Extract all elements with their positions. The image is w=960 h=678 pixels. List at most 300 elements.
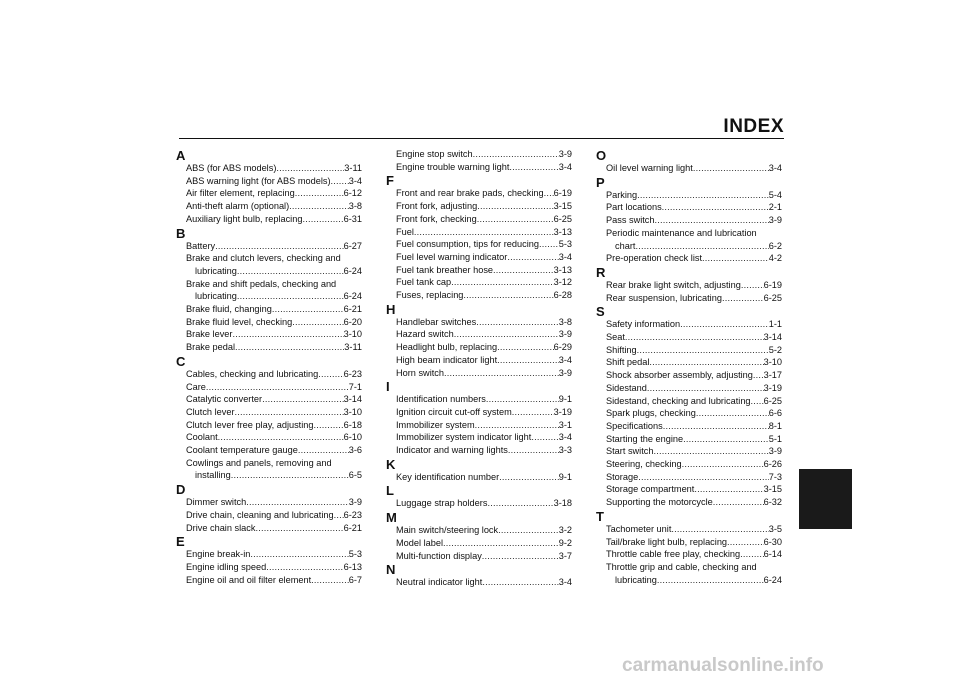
entry-title: Rear brake light switch, adjusting	[606, 279, 741, 290]
index-section	[596, 510, 782, 587]
entry-title: Indicator and warning lights	[396, 445, 508, 456]
entry-title: Throttle cable free play, checking	[606, 549, 741, 560]
entry-title: Parking	[606, 189, 638, 200]
section-letter: S	[596, 304, 605, 320]
index-section	[176, 355, 362, 482]
dot-leader	[218, 431, 344, 444]
index-entry-text: Brake and clutch levers, checking and	[186, 253, 341, 264]
dot-leader	[246, 496, 348, 509]
entry-page-number: 6-30	[763, 536, 782, 547]
index-entry[interactable]	[386, 524, 572, 537]
entry-page-number: 6-25	[763, 395, 782, 406]
entry-title: Clutch lever free play, adjusting	[186, 419, 314, 430]
index-entry[interactable]	[386, 419, 572, 432]
dot-leader	[292, 316, 343, 329]
entry-title: Coolant	[186, 432, 218, 443]
entry-page-number: 3-14	[763, 332, 782, 343]
index-entry[interactable]	[386, 226, 572, 239]
index-section	[596, 176, 782, 265]
index-entry[interactable]	[386, 251, 572, 264]
entry-title: Battery	[186, 240, 216, 251]
dot-leader	[262, 393, 344, 406]
index-entry[interactable]	[596, 433, 782, 446]
index-section	[176, 149, 362, 226]
entry-title: High beam indicator light	[396, 354, 498, 365]
entry-title: ABS (for ABS models)	[186, 163, 277, 173]
dot-leader	[475, 419, 559, 432]
page-title: INDEX	[723, 116, 784, 137]
watermark: carmanualsonline.info	[622, 655, 824, 676]
entry-page-number: 3-4	[558, 432, 572, 443]
entry-title: Ignition circuit cut-off system	[396, 406, 512, 417]
section-letter: M	[386, 510, 397, 526]
index-entry[interactable]	[596, 382, 782, 395]
index-entry[interactable]	[596, 496, 782, 509]
entry-title: Immobilizer system	[396, 419, 475, 430]
dot-leader	[477, 213, 554, 226]
dot-leader	[463, 289, 553, 302]
dot-leader	[637, 189, 769, 202]
index-entry[interactable]	[596, 523, 782, 536]
index-entry[interactable]	[596, 318, 782, 331]
index-entry[interactable]	[176, 341, 362, 354]
entry-page-number: 3-4	[558, 577, 572, 588]
dot-leader	[444, 367, 559, 380]
index-entry[interactable]	[596, 292, 782, 305]
entry-title: Pass switch	[606, 215, 655, 226]
index-entry[interactable]	[386, 276, 572, 289]
index-section	[176, 535, 362, 586]
section-thumb-tab	[799, 469, 852, 529]
entry-title: Engine oil and oil filter element	[186, 574, 312, 585]
index-column-3	[596, 148, 782, 586]
index-entry[interactable]	[176, 303, 362, 316]
dot-leader	[727, 536, 764, 549]
index-entry[interactable]	[386, 537, 572, 550]
dot-leader	[302, 213, 343, 226]
index-entry[interactable]	[386, 576, 572, 589]
dot-leader	[753, 369, 764, 382]
entry-title: Immobilizer system indicator light	[396, 432, 532, 443]
dot-leader	[638, 471, 769, 484]
entry-page-number: 2-1	[768, 202, 782, 213]
index-section	[386, 380, 572, 457]
dot-leader	[671, 523, 768, 536]
dot-leader	[509, 161, 558, 174]
entry-page-number: 3-15	[763, 484, 782, 495]
index-entry[interactable]	[176, 368, 362, 381]
index-section	[596, 149, 782, 175]
dot-leader	[531, 431, 558, 444]
entry-page-number: 3-9	[348, 497, 362, 508]
index-entry[interactable]	[176, 419, 362, 432]
entry-title: Model label	[396, 537, 443, 548]
dot-leader	[318, 368, 343, 381]
index-entry[interactable]	[176, 522, 362, 535]
index-entry[interactable]	[386, 444, 572, 457]
dot-leader	[311, 574, 349, 587]
dot-leader	[298, 444, 349, 457]
index-entry[interactable]	[386, 161, 572, 174]
index-entry[interactable]	[176, 431, 362, 444]
entry-page-number: 3-1	[558, 419, 572, 430]
index-entry[interactable]	[596, 252, 782, 265]
index-entry-text: Cowlings and panels, removing and	[186, 457, 332, 468]
index-entry[interactable]	[596, 574, 782, 587]
entry-title: Catalytic converter	[186, 394, 263, 405]
entry-page-number: 6-18	[343, 419, 362, 430]
entry-page-number: 3-9	[558, 149, 572, 159]
dot-leader	[625, 331, 764, 344]
index-entry[interactable]	[176, 200, 362, 213]
entry-page-number: 6-31	[343, 213, 362, 224]
dot-leader	[482, 576, 558, 589]
entry-page-number: 6-24	[763, 574, 782, 585]
index-entry[interactable]	[596, 369, 782, 382]
dot-leader	[232, 328, 343, 341]
entry-title: chart	[615, 240, 636, 251]
entry-title: Engine trouble warning light	[396, 161, 510, 172]
dot-leader	[266, 561, 343, 574]
entry-title: Shock absorber assembly, adjusting	[606, 370, 753, 381]
entry-title: Start switch	[606, 446, 654, 457]
entry-title: Starting the engine	[606, 433, 684, 444]
entry-title: Rear suspension, lubricating	[606, 292, 722, 303]
entry-page-number: 5-3	[558, 239, 572, 250]
entry-page-number: 3-9	[768, 446, 782, 457]
index-entry[interactable]	[596, 458, 782, 471]
entry-title: Brake fluid level, checking	[186, 316, 293, 327]
entry-page-number: 9-1	[558, 471, 572, 482]
index-entry[interactable]	[386, 341, 572, 354]
entry-page-number: 6-7	[348, 574, 362, 585]
entry-page-number: 3-2	[558, 525, 572, 536]
entry-title: Sidestand, checking and lubricating	[606, 395, 751, 406]
entry-title: Dimmer switch	[186, 497, 247, 508]
dot-leader	[497, 341, 553, 354]
index-entry[interactable]	[176, 444, 362, 457]
entry-title: Drive chain slack	[186, 522, 256, 533]
index-entry[interactable]	[596, 356, 782, 369]
entry-page-number: 6-12	[343, 188, 362, 199]
index-entry[interactable]	[386, 328, 572, 341]
dot-leader	[702, 252, 769, 265]
index-entry[interactable]	[176, 574, 362, 587]
entry-title: Front and rear brake pads, checking	[396, 188, 544, 199]
index-section	[386, 148, 572, 173]
index-section	[596, 305, 782, 509]
entry-title: Brake lever	[186, 329, 233, 340]
entry-page-number: 9-1	[558, 394, 572, 405]
entry-title: Specifications	[606, 420, 663, 431]
dot-leader	[255, 522, 343, 535]
entry-page-number: 6-6	[768, 408, 782, 419]
entry-title: Care	[186, 381, 206, 392]
index-entry[interactable]	[596, 214, 782, 227]
dot-leader	[740, 548, 763, 561]
index-entry[interactable]	[176, 393, 362, 406]
entry-title: Front fork, adjusting	[396, 201, 478, 212]
index-entry[interactable]	[596, 483, 782, 496]
index-section	[176, 227, 362, 354]
entry-title: Oil level warning light	[606, 163, 693, 173]
entry-page-number: 3-10	[343, 329, 362, 340]
entry-page-number: 3-12	[553, 277, 572, 288]
entry-page-number: 6-10	[343, 432, 362, 443]
index-entry[interactable]	[176, 187, 362, 200]
entry-page-number: 3-4	[558, 354, 572, 365]
index-section	[176, 483, 362, 534]
section-letter: P	[596, 174, 605, 190]
dot-leader	[486, 393, 559, 406]
index-entry[interactable]	[596, 407, 782, 420]
entry-page-number: 7-1	[348, 381, 362, 392]
entry-page-number: 6-14	[763, 549, 782, 560]
section-letter: N	[386, 562, 396, 578]
index-entry[interactable]	[596, 162, 782, 175]
index-entry[interactable]	[176, 265, 362, 278]
index-entry[interactable]	[596, 395, 782, 408]
index-entry[interactable]	[596, 331, 782, 344]
entry-page-number: 5-4	[768, 189, 782, 200]
entry-title: Auxiliary light bulb, replacing	[186, 213, 303, 224]
entry-title: Main switch/steering lock	[396, 525, 499, 536]
index-entry[interactable]	[176, 213, 362, 226]
dot-leader	[751, 395, 764, 408]
entry-page-number: 3-3	[558, 445, 572, 456]
index-entry[interactable]	[176, 509, 362, 522]
entry-title: Spark plugs, checking	[606, 408, 696, 419]
entry-page-number: 6-20	[343, 316, 362, 327]
entry-page-number: 6-26	[763, 459, 782, 470]
index-entry[interactable]	[386, 213, 572, 226]
entry-title: Storage compartment	[606, 484, 695, 495]
dot-leader	[476, 316, 559, 329]
entry-title: Engine idling speed	[186, 561, 267, 572]
dot-leader	[683, 433, 769, 446]
dot-leader	[663, 420, 769, 433]
entry-title: Supporting the motorcycle	[606, 497, 713, 508]
entry-title: Sidestand	[606, 382, 647, 393]
entry-title: Horn switch	[396, 367, 444, 378]
entry-title: Fuel level warning indicator	[396, 251, 508, 262]
index-entry[interactable]	[176, 316, 362, 329]
dot-leader	[694, 483, 763, 496]
index-entry[interactable]	[386, 354, 572, 367]
index-entry[interactable]	[176, 381, 362, 394]
section-letter: E	[176, 534, 185, 550]
entry-page-number: 3-9	[558, 367, 572, 378]
entry-page-number: 6-21	[343, 522, 362, 533]
entry-page-number: 8-1	[768, 420, 782, 431]
index-entry[interactable]	[386, 264, 572, 277]
index-entry[interactable]	[386, 431, 572, 444]
section-letter: I	[386, 379, 390, 395]
dot-leader	[334, 509, 344, 522]
entry-page-number: 3-4	[558, 161, 572, 172]
entry-title: Multi-function display	[396, 550, 482, 561]
entry-page-number: 6-24	[343, 265, 362, 276]
entry-page-number: 3-19	[763, 382, 782, 393]
dot-leader	[235, 406, 344, 419]
index-entry[interactable]	[596, 548, 782, 561]
entry-page-number: 3-11	[344, 342, 362, 353]
index-entry[interactable]	[176, 406, 362, 419]
entry-page-number: 6-25	[763, 292, 782, 303]
entry-page-number: 3-8	[348, 201, 362, 212]
entry-title: lubricating	[195, 265, 237, 276]
index-entry[interactable]	[176, 561, 362, 574]
entry-title: Brake pedal	[186, 342, 236, 353]
index-entry-text: Throttle grip and cable, checking and	[606, 561, 757, 572]
entry-page-number: 6-21	[343, 304, 362, 315]
dot-leader	[637, 344, 769, 357]
entry-title: Coolant temperature gauge	[186, 445, 298, 456]
dot-leader	[680, 318, 769, 331]
dot-leader	[493, 264, 554, 277]
dot-leader	[682, 458, 764, 471]
index-entry[interactable]	[596, 471, 782, 484]
dot-leader	[443, 537, 559, 550]
entry-page-number: 6-23	[343, 509, 362, 520]
section-letter: D	[176, 482, 186, 498]
index-entry[interactable]	[596, 420, 782, 433]
index-entry[interactable]	[596, 445, 782, 458]
entry-page-number: 6-32	[763, 497, 782, 508]
entry-page-number: 3-5	[768, 523, 782, 534]
dot-leader	[713, 496, 764, 509]
entry-title: Part locations	[606, 202, 662, 213]
dot-leader	[512, 406, 554, 419]
entry-page-number: 5-1	[768, 433, 782, 444]
index-entry[interactable]	[596, 240, 782, 253]
index-entry[interactable]	[596, 189, 782, 202]
dot-leader	[276, 162, 344, 175]
index-entry[interactable]	[176, 240, 362, 253]
dot-leader	[272, 303, 344, 316]
entry-page-number: 9-2	[558, 537, 572, 548]
index-entry[interactable]	[176, 496, 362, 509]
index-entry[interactable]	[386, 497, 572, 510]
index-entry[interactable]	[176, 162, 362, 175]
index-entry[interactable]	[386, 471, 572, 484]
dot-leader	[693, 162, 769, 175]
dot-leader	[498, 524, 559, 537]
entry-page-number: 6-19	[763, 279, 782, 290]
entry-page-number: 6-25	[553, 213, 572, 224]
index-entry[interactable]	[386, 393, 572, 406]
entry-page-number: 7-3	[768, 471, 782, 482]
index-entry[interactable]	[176, 469, 362, 482]
dot-leader	[722, 292, 764, 305]
index-entry[interactable]	[596, 536, 782, 549]
dot-leader	[237, 290, 344, 303]
entry-page-number: 6-24	[343, 291, 362, 302]
index-entry[interactable]	[386, 238, 572, 251]
index-entry[interactable]	[596, 344, 782, 357]
index-entry[interactable]	[386, 406, 572, 419]
entry-page-number: 3-14	[343, 394, 362, 405]
entry-title: Shifting	[606, 344, 637, 355]
section-letter: R	[596, 264, 606, 280]
entry-title: Neutral indicator light	[396, 577, 483, 588]
index-entry[interactable]	[386, 187, 572, 200]
entry-title: Fuses, replacing	[396, 290, 464, 301]
entry-page-number: 3-4	[768, 163, 782, 173]
entry-page-number: 6-2	[768, 240, 782, 251]
entry-page-number: 4-2	[768, 253, 782, 264]
section-letter: H	[386, 301, 396, 317]
dot-leader	[454, 328, 559, 341]
dot-leader	[662, 201, 769, 214]
dot-leader	[544, 187, 554, 200]
dot-leader	[655, 214, 769, 227]
entry-page-number: 6-29	[553, 342, 572, 353]
index-entry[interactable]	[386, 289, 572, 302]
dot-leader	[206, 381, 349, 394]
entry-title: Luggage strap holders	[396, 498, 488, 509]
entry-title: Fuel tank breather hose	[396, 264, 494, 275]
entry-page-number: 3-15	[553, 201, 572, 212]
index-entry[interactable]	[386, 148, 572, 161]
entry-page-number: 3-9	[768, 215, 782, 226]
entry-page-number: 3-6	[348, 445, 362, 456]
index-entry[interactable]	[386, 200, 572, 213]
index-entry-text: Periodic maintenance and lubrication	[606, 227, 757, 238]
dot-leader	[635, 240, 768, 253]
entry-page-number: 3-7	[558, 550, 572, 561]
index-entry[interactable]	[176, 290, 362, 303]
index-entry[interactable]	[386, 550, 572, 563]
dot-leader	[508, 444, 559, 457]
section-letter: K	[386, 456, 396, 472]
entry-title: Key identification number	[396, 471, 500, 482]
entry-page-number: 3-8	[558, 316, 572, 327]
index-entry[interactable]	[176, 175, 362, 188]
entry-page-number: 3-4	[558, 251, 572, 262]
entry-page-number: 3-11	[344, 163, 362, 173]
entry-title: Front fork, checking	[396, 213, 477, 224]
section-letter: F	[386, 173, 394, 189]
dot-leader	[414, 226, 554, 239]
dot-leader	[499, 471, 559, 484]
index-entry[interactable]	[176, 328, 362, 341]
index-section	[386, 174, 572, 301]
index-section	[386, 511, 572, 562]
entry-page-number: 5-2	[768, 344, 782, 355]
entry-page-number: 3-10	[763, 357, 782, 368]
entry-title: Cables, checking and lubricating	[186, 368, 319, 379]
index-entry[interactable]	[386, 316, 572, 329]
index-entry[interactable]	[386, 367, 572, 380]
entry-title: Safety information	[606, 319, 681, 330]
dot-leader	[331, 175, 349, 188]
section-letter: A	[176, 148, 186, 163]
dot-leader	[235, 341, 344, 354]
dot-leader	[231, 469, 349, 482]
entry-page-number: 3-13	[553, 264, 572, 275]
dot-leader	[295, 187, 344, 200]
entry-title: lubricating	[195, 291, 237, 302]
entry-page-number: 3-17	[763, 370, 782, 381]
entry-page-number: 1-1	[768, 319, 782, 330]
index-entry[interactable]	[596, 279, 782, 292]
index-entry[interactable]	[176, 548, 362, 561]
index-entry[interactable]	[596, 201, 782, 214]
entry-page-number: 3-9	[558, 329, 572, 340]
entry-page-number: 3-18	[553, 498, 572, 509]
entry-title: Fuel	[396, 226, 414, 237]
